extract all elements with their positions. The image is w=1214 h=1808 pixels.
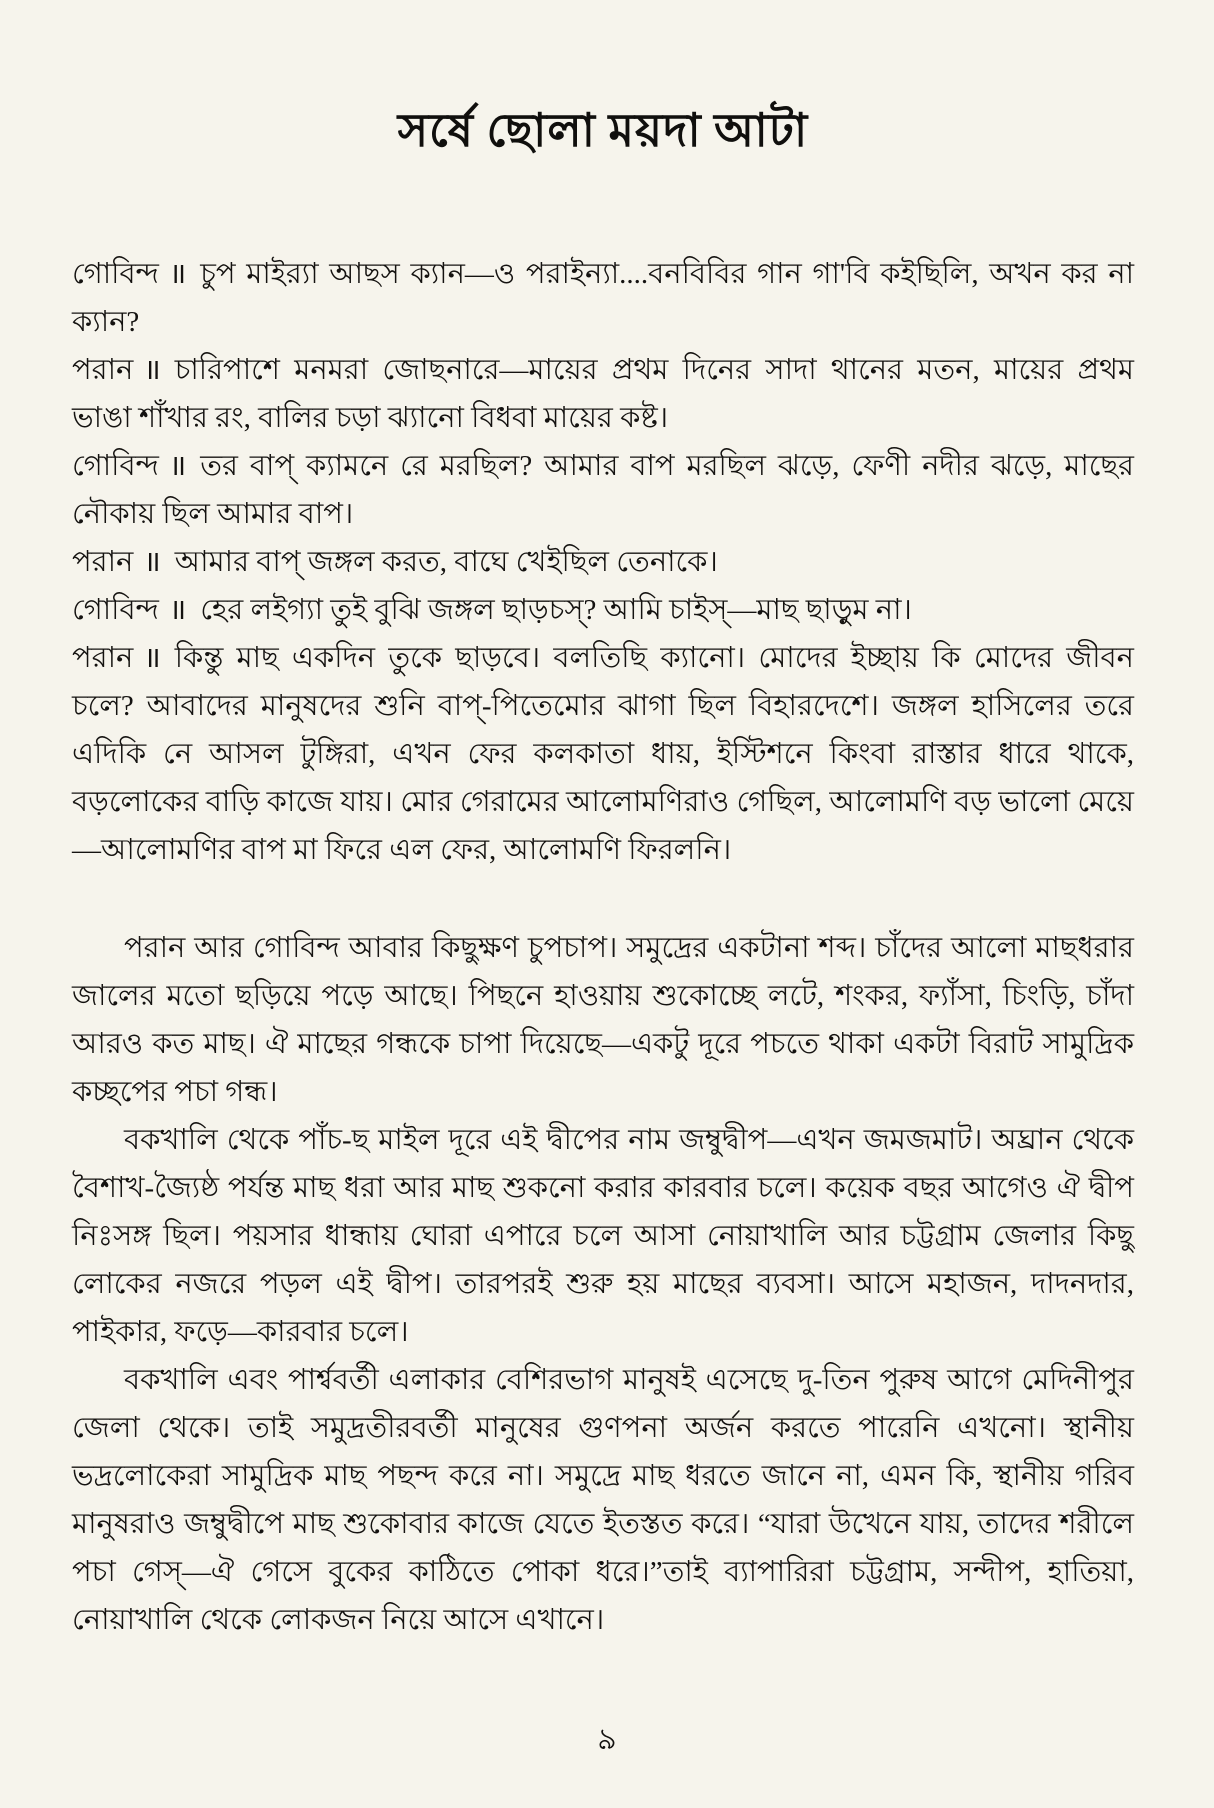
page-number: ৯ (597, 1723, 617, 1756)
narrative-paragraph: বকখালি থেকে পাঁচ-ছ মাইল দূরে এই দ্বীপের নাম জম্বুদ্বীপ—এখন জমজমাট। অঘ্রান থেকে বৈশাখ-জ্যৈষ্ঠ পর্যন্ত মাছ ধরা আর মাছ শুকনো করার কারবার চলে। কয়েক বছর আগেও ঐ দ্বীপ নিঃসঙ্গ ছিল। পয়সার ধান্ধায় ঘোরা এপারে চলে আসা নোয়াখালি আর চট্টগ্রাম জেলার কিছু লোকের নজরে পড়ল এই দ্বীপ। তারপরই শুরু হয় মাছের ব্যবসা। আসে মহাজন, দাদনদার, পাইকার, ফড়ে—কারবার চলে। (72, 1124, 1134, 1348)
dialogue-separator: ॥ (168, 594, 187, 626)
dialogue-paragraph (72, 538, 1134, 586)
dialogue-separator: ॥ (143, 642, 161, 674)
dialogue-separator: ॥ (143, 546, 161, 578)
body-text (72, 250, 1134, 1644)
dialogue-text: আমার বাপ্ জঙ্গল করত, বাঘে খেইছিল তেনাকে। (174, 546, 718, 578)
dialogue-text: তর বাপ্ ক্যামনে রে মরছিল? আমার বাপ মরছিল ঝড়ে, ফেণী নদীর ঝড়ে, মাছের নৌকায় ছিল আমার বাপ। (72, 450, 1134, 530)
dialogue-text: হের লইগ্যা তুই বুঝি জঙ্গল ছাড়চস্? আমি চাইস্—মাছ ছাড়ুম না। (200, 594, 912, 626)
dialogue-separator: ॥ (168, 450, 187, 482)
dialogue-text: চারিপাশে মনমরা জোছনারে—মায়ের প্রথম দিনের সাদা থানের মতন, মায়ের প্রথম ভাঙা শাঁখার রং, বালির চড়া ঝ্যানো বিধবা মায়ের কষ্ট। (72, 354, 1134, 434)
speaker-name: গোবিন্দ (72, 594, 159, 626)
dialogue-separator: ॥ (168, 258, 187, 290)
dialogue-paragraph (72, 586, 1134, 634)
narrative-paragraph: বকখালি এবং পার্শ্ববর্তী এলাকার বেশিরভাগ মানুষই এসেছে দু-তিন পুরুষ আগে মেদিনীপুর জেলা থেকে। তাই সমুদ্রতীরবর্তী মানুষের গুণপনা অর্জন করতে পারেনি এখনো। স্থানীয় ভদ্রলোকেরা সামুদ্রিক মাছ পছন্দ করে না। সমুদ্রে মাছ ধরতে জানে না, এমন কি, স্থানীয় গরিব মানুষরাও জম্বুদ্বীপে মাছ শুকোবার কাজে যেতে ইতস্তত করে। “যারা উখেনে যায়, তাদের শরীলে পচা গেস্—ঐ গেসে বুকের কাঠিতে পোকা ধরে।”তাই ব্যাপারিরা চট্টগ্রাম, সন্দীপ, হাতিয়া, নোয়াখালি থেকে লোকজন নিয়ে আসে এখানে। (72, 1364, 1134, 1636)
dialogue-paragraph (72, 634, 1134, 874)
speaker-name: পরান (72, 354, 134, 386)
speaker-name: গোবিন্দ (72, 258, 159, 290)
dialogue-paragraph (72, 346, 1134, 442)
dialogue-paragraph (72, 250, 1134, 346)
dialogue-text: কিন্তু মাছ একদিন তুকে ছাড়বে। বলতিছি ক্যানো। মোদের ইচ্ছায় কি মোদের জীবন চলে? আবাদের মানুষদের শুনি বাপ্-পিতেমোর ঝাগা ছিল বিহারদেশে। জঙ্গল হাসিলের তরে এদিকি নে আসল টুঙ্গিরা, এখন ফের কলকাতা ধায়, ইস্টিশনে কিংবা রাস্তার ধারে থাকে, বড়লোকের বাড়ি কাজে যায়। মোর গেরামের আলোমণিরাও গেছিল, আলোমণি বড় ভালো মেয়ে—আলোমণির বাপ মা ফিরে এল ফের, আলোমণি ফিরলনি। (72, 642, 1134, 866)
dialogue-paragraph (72, 442, 1134, 538)
speaker-name: গোবিন্দ (72, 450, 159, 482)
narrative-paragraph: পরান আর গোবিন্দ আবার কিছুক্ষণ চুপচাপ। সমুদ্রের একটানা শব্দ। চাঁদের আলো মাছধরার জালের মতো ছড়িয়ে পড়ে আছে। পিছনে হাওয়ায় শুকোচ্ছে লটে, শংকর, ফ্যাঁসা, চিংড়ি, চাঁদা আরও কত মাছ। ঐ মাছের গন্ধকে চাপা দিয়েছে—একটু দূরে পচতে থাকা একটা বিরাট সামুদ্রিক কচ্ছপের পচা গন্ধ। (72, 932, 1134, 1108)
dialogue-text: চুপ মাইর‍্যা আছস ক্যান—ও পরাইন্যা....বনবিবির গান গা'বি কইছিলি, অখন কর না ক্যান? (72, 258, 1134, 338)
speaker-name: পরান (72, 546, 134, 578)
speaker-name: পরান (72, 642, 134, 674)
page-title: সর্ষে ছোলা ময়দা আটা (397, 105, 809, 156)
dialogue-separator: ॥ (143, 354, 161, 386)
